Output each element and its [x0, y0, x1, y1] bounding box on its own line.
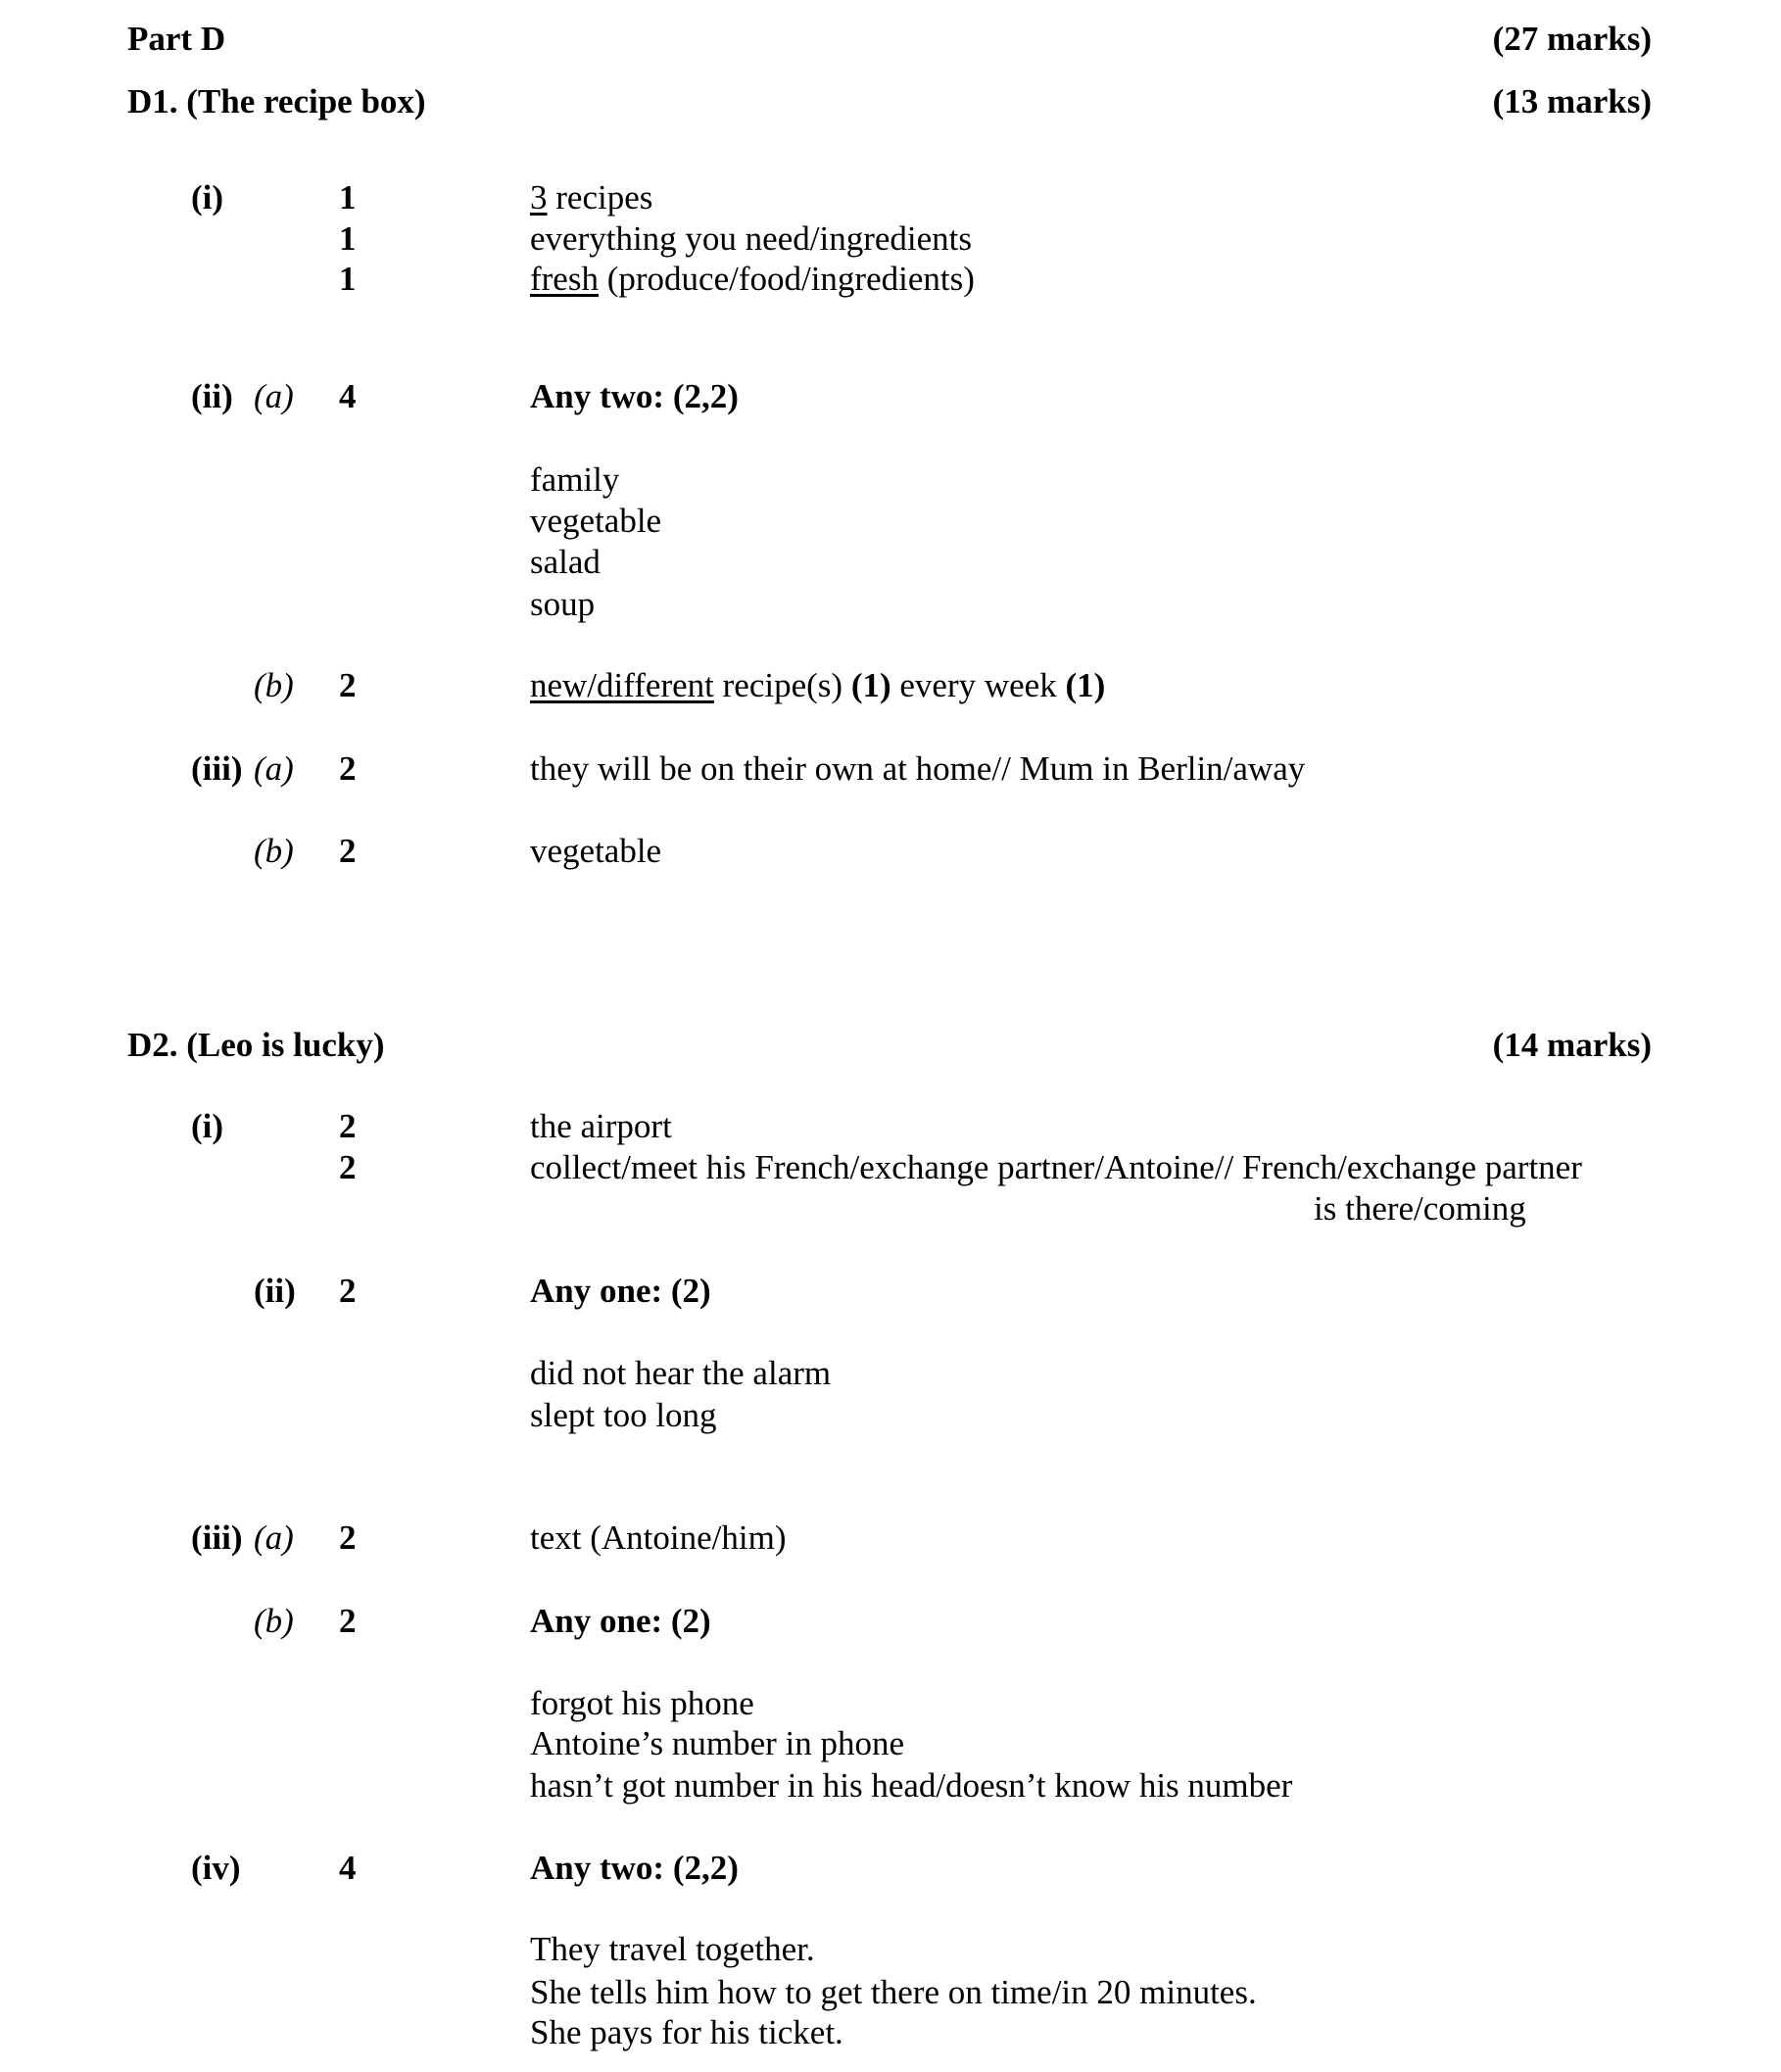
question-label: (i) [191, 1107, 224, 1145]
question-marks: 2 [339, 1602, 357, 1640]
section-d1-marks: (13 marks) [1492, 82, 1652, 120]
answer-line: Antoine’s number in phone [530, 1724, 905, 1762]
section-d2-title: D2. (Leo is lucky) [127, 1026, 385, 1064]
question-marks: 1 [339, 219, 357, 258]
answer-line: forgot his phone [530, 1684, 754, 1722]
question-sublabel: (b) [254, 1602, 294, 1640]
question-marks: 2 [339, 1272, 357, 1310]
answer-line: hasn’t got number in his head/doesn’t know his number [530, 1766, 1293, 1805]
answer-line: She tells him how to get there on time/in 20 minutes. [530, 1973, 1257, 2011]
section-d2-marks: (14 marks) [1492, 1026, 1652, 1064]
section-d1-title: D1. (The recipe box) [127, 82, 426, 120]
question-marks: 4 [339, 377, 357, 415]
question-sublabel: (a) [254, 1518, 294, 1557]
part-marks: (27 marks) [1492, 20, 1652, 58]
question-marks: 2 [339, 749, 357, 788]
question-marks: 2 [339, 666, 357, 704]
answer-line: collect/meet his French/exchange partner/Antoine// French/exchange partner [530, 1148, 1582, 1186]
question-marks: 1 [339, 178, 357, 217]
part-title: Part D [127, 20, 226, 58]
question-marks: 2 [339, 1107, 357, 1145]
answer-line: did not hear the alarm [530, 1354, 832, 1392]
answer-line: everything you need/ingredients [530, 219, 972, 258]
answer-line: text (Antoine/him) [530, 1518, 787, 1557]
question-label: (iii) [191, 749, 243, 788]
answer-line: new/different recipe(s) (1) every week (1) [530, 666, 1106, 704]
answer-line: the airport [530, 1107, 672, 1145]
question-marks: 2 [339, 1518, 357, 1557]
answer-line: vegetable [530, 832, 662, 870]
answer-line: vegetable [530, 502, 662, 540]
answer-line: They travel together. [530, 1930, 815, 1968]
answer-line: family [530, 460, 620, 499]
answer-instruction: Any one: (2) [530, 1602, 711, 1640]
question-marks: 2 [339, 832, 357, 870]
answer-line: slept too long [530, 1396, 717, 1434]
answer-line: soup [530, 585, 596, 623]
question-marks: 1 [339, 260, 357, 298]
question-marks: 2 [339, 1148, 357, 1186]
answer-line: 3 recipes [530, 178, 653, 217]
question-label: (iii) [191, 1518, 243, 1557]
question-label: (i) [191, 178, 224, 217]
question-sublabel: (b) [254, 832, 294, 870]
question-sublabel: (a) [254, 377, 294, 415]
answer-line-continuation: is there/coming [1314, 1189, 1526, 1228]
question-label: (ii) [254, 1272, 296, 1310]
answer-instruction: Any two: (2,2) [530, 377, 739, 415]
answer-instruction: Any one: (2) [530, 1272, 711, 1310]
answer-instruction: Any two: (2,2) [530, 1849, 739, 1887]
answer-line: fresh (produce/food/ingredients) [530, 260, 975, 298]
question-label: (iv) [191, 1849, 241, 1887]
question-marks: 4 [339, 1849, 357, 1887]
answer-line: salad [530, 543, 601, 581]
question-sublabel: (b) [254, 666, 294, 704]
answer-line: they will be on their own at home// Mum in Berlin/away [530, 749, 1306, 788]
question-sublabel: (a) [254, 749, 294, 788]
answer-line: She pays for his ticket. [530, 2013, 843, 2051]
question-label: (ii) [191, 377, 233, 415]
